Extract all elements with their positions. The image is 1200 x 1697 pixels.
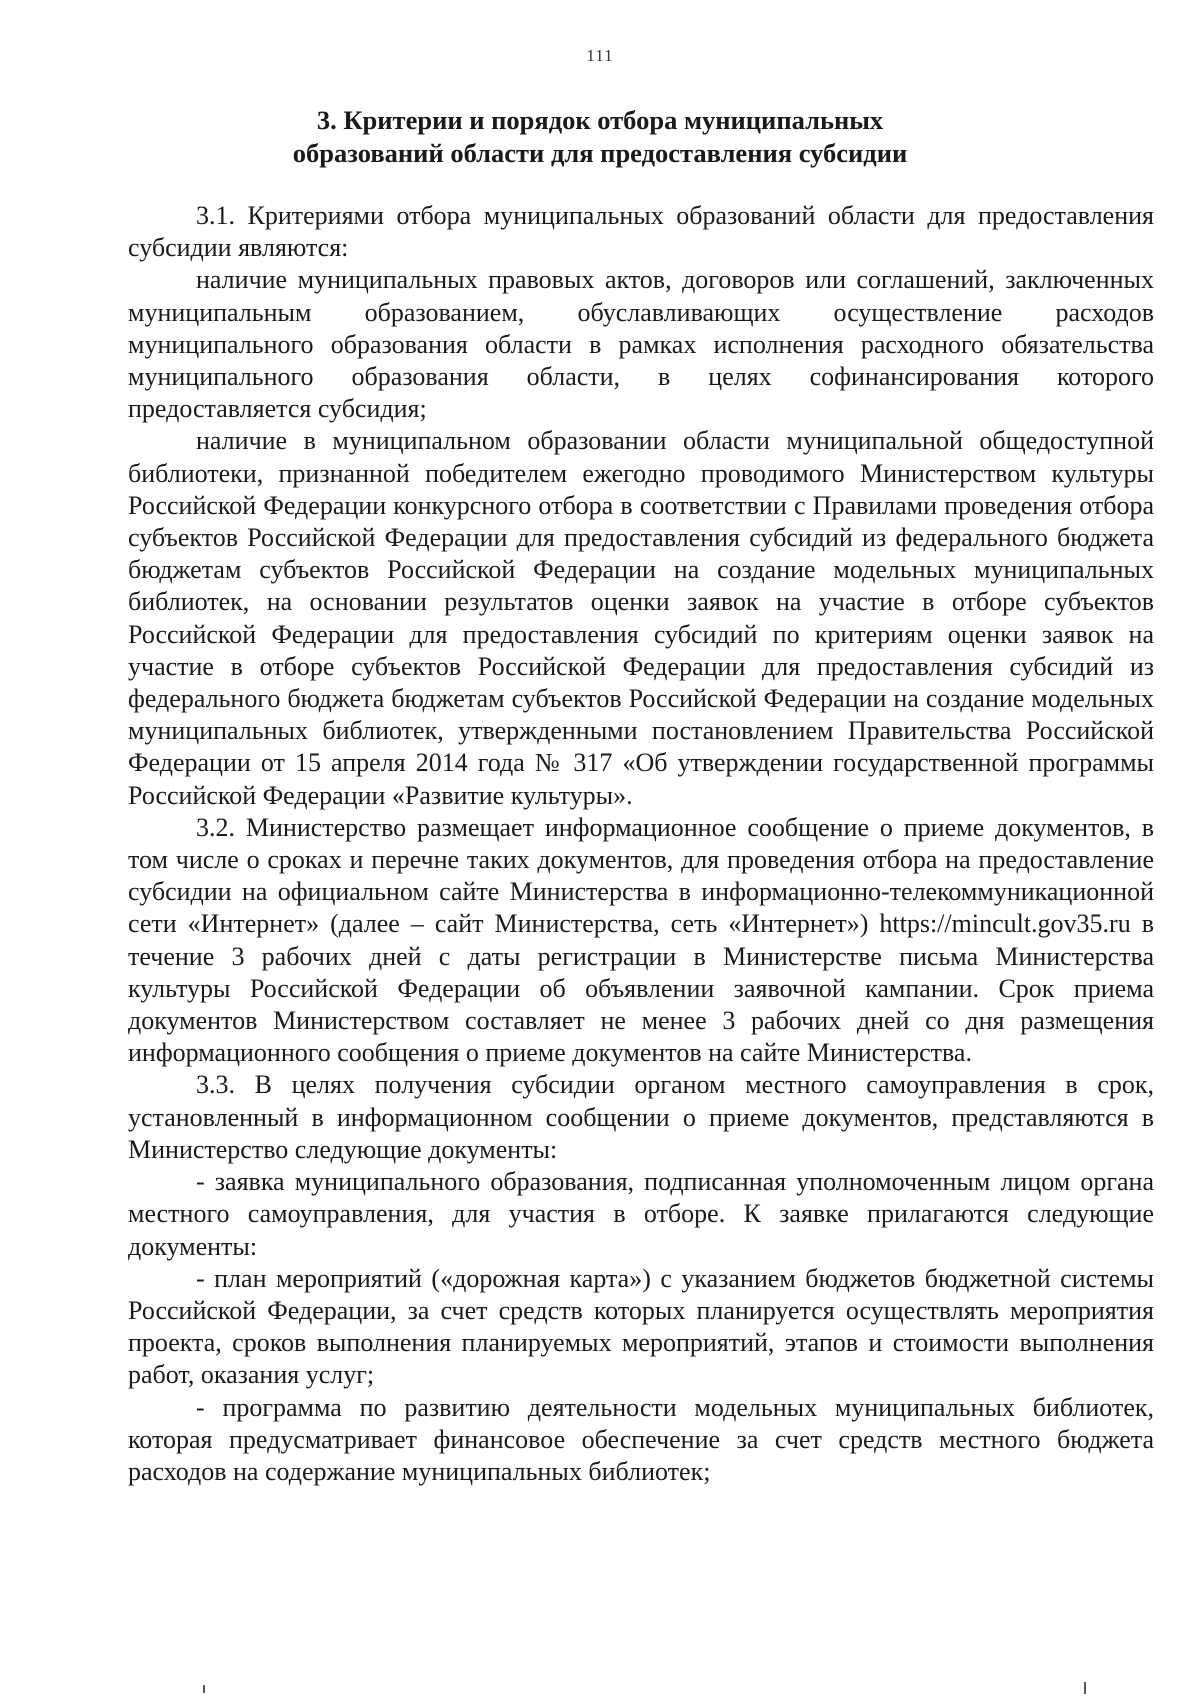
list-item-application: - заявка муниципального образования, подписанная уполномоченным лицом органа местного самоуправления, для участия в отборе. К заявке прилагаются следующие документы:	[128, 1167, 1154, 1261]
page-number: 111	[586, 46, 614, 65]
scan-artifact-mark	[203, 1685, 205, 1693]
list-item-roadmap: - план мероприятий («дорожная карта») с указанием бюджетов бюджетной системы Российской Федерации, за счет средств которых планируется осуществлять мероприятия проекта, сроков выполнения планируемых мероприятий, этапов и стоимости выполнения работ, оказания услуг;	[128, 1263, 1154, 1390]
paragraph-3-2: 3.2. Министерство размещает информационное сообщение о приеме документов, в том числе о сроках и перечне таких документов, для проведения отбора на предоставление субсидии на официальном сайте Министерства в информационно-телекоммуникационной сети «Интернет» (далее – сайт Министерства, сеть «Интернет») https://mincult.gov35.ru в течение 3 рабочих дней с даты регистрации в Министерстве письма Министерства культуры Российской Федерации об объявлении заявочной кампании. Срок приема документов Министерством составляет не менее 3 рабочих дней со дня размещения информационного сообщения о приеме документов на сайте Министерства.	[128, 812, 1154, 1068]
paragraph-criterion-library: наличие в муниципальном образовании области муниципальной общедоступной библиотеки, признанной победителем ежегодно проводимого Министерством культуры Российской Федерации конкурсного отбора в соответствии с Правилами проведения отбора субъектов Российской Федерации для предоставления субсидий из федерального бюджета бюджетам субъектов Российской Федерации на создание модельных муниципальных библиотек, на основании результатов оценки заявок на участие в отборе субъектов Российской Федерации для предоставления субсидий по критериям оценки заявок на участие в отборе субъектов Российской Федерации для предоставления субсидий из федерального бюджета бюджетам субъектов Российской Федерации на создание модельных муниципальных библиотек, утвержденными постановлением Правительства Российской Федерации от 15 апреля 2014 года № 317 «Об утверждении государственной программы Российской Федерации «Развитие культуры».	[128, 426, 1154, 810]
scan-artifact-mark	[1084, 1682, 1086, 1694]
list-item-library-program: - программа по развитию деятельности модельных муниципальных библиотек, которая предусматривает финансовое обеспечение за счет средств местного бюджета расходов на содержание муниципальных библиотек;	[128, 1392, 1154, 1486]
section-heading	[200, 104, 1000, 170]
section-heading-line-1: 3. Критерии и порядок отбора муниципальных	[316, 105, 884, 135]
paragraph-criterion-legal-acts: наличие муниципальных правовых актов, договоров или соглашений, заключенных муниципальным образованием, обуславливающих осуществление расходов муниципального образования области в рамках исполнения расходного обязательства муниципального образования области, в целях софинансирования которого предоставляется субсидия;	[128, 265, 1154, 424]
paragraph-3-1: 3.1. Критериями отбора муниципальных образований области для предоставления субсидии являются:	[128, 201, 1154, 263]
section-heading-line-2: образований области для предоставления субсидии	[292, 138, 908, 168]
document-body	[128, 200, 1154, 1488]
paragraph-3-3: 3.3. В целях получения субсидии органом местного самоуправления в срок, установленный в информационном сообщении о приеме документов, представляются в Министерство следующие документы:	[128, 1070, 1154, 1164]
